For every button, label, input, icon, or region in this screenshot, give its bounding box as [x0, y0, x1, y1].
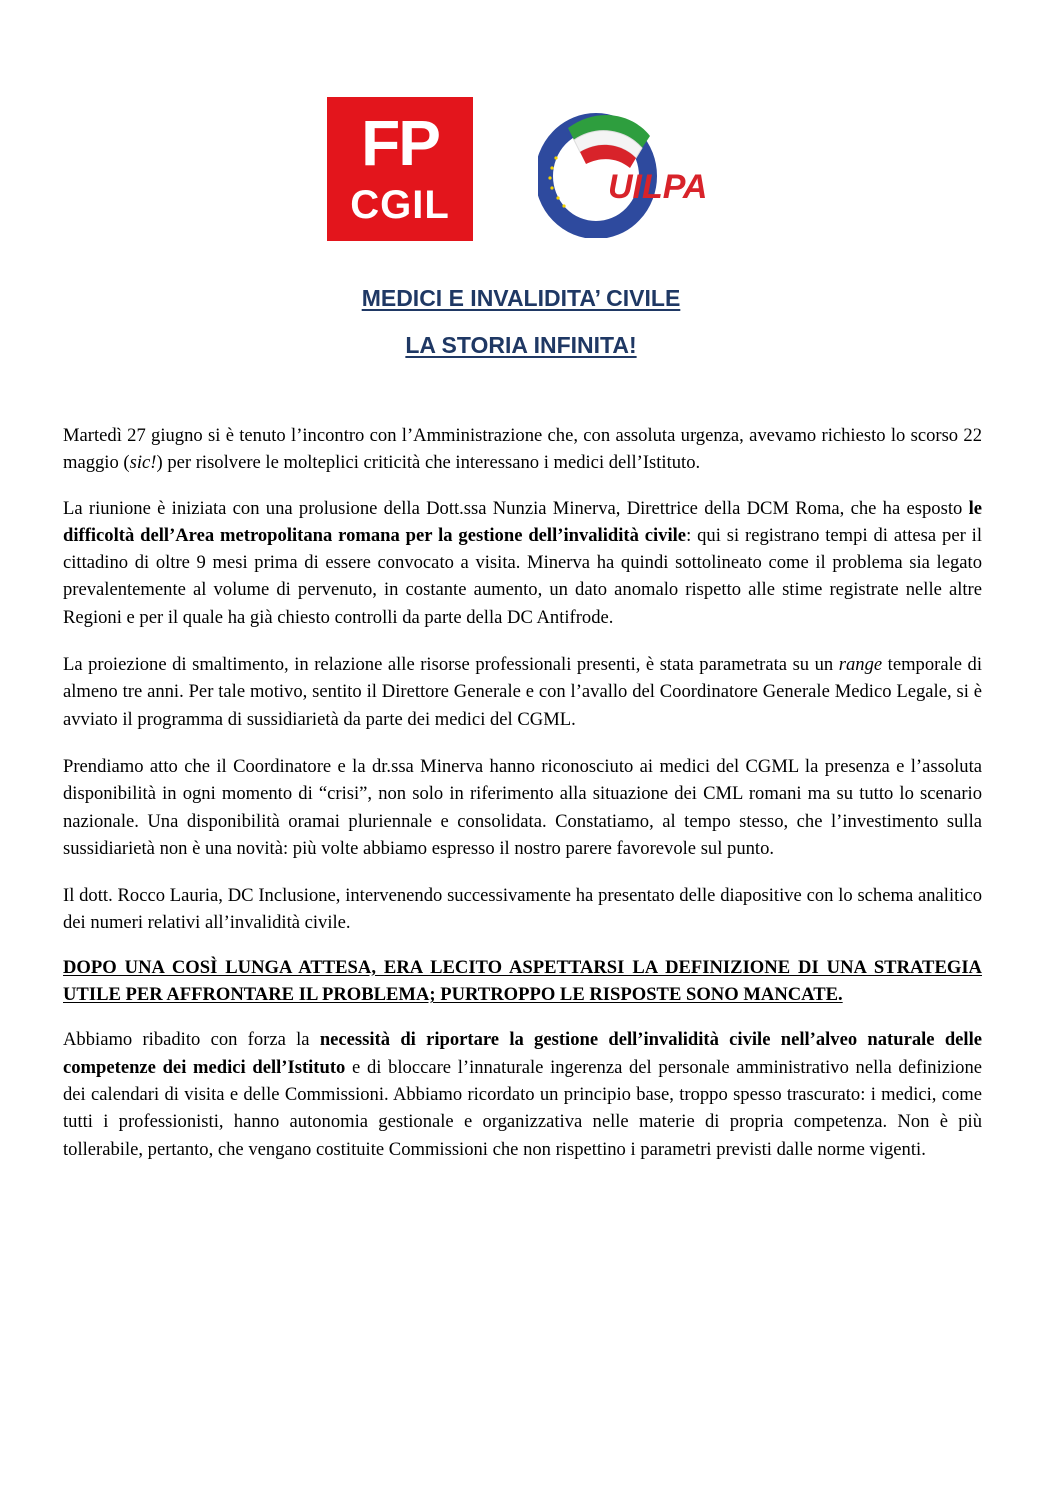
fp-cgil-logo-bottom-text: CGIL: [350, 183, 450, 227]
paragraph-6-text-b: e di bloccare l’innaturale ingerenza del personale amministrativo nella definizione dei calendari di visita e delle Commissioni. Abbiamo ricordato un principio base, troppo spesso trascurato: i medici, come tutti i professionisti, hanno autonomia gestionale e organizzativa nelle materie di propria competenza. Non è più tollerabile, pertanto, che vengano costituite Commissioni che non rispettino i parametri previsti dalle norme vigenti.: [63, 1056, 982, 1160]
document-title-line-1: MEDICI E INVALIDITA’ CIVILE: [361, 285, 681, 311]
fp-cgil-logo: [327, 97, 473, 241]
document-body: [63, 422, 982, 1181]
uilpa-logo-text: UILPA: [608, 168, 708, 206]
uilpa-logo: [538, 106, 718, 238]
paragraph-5: Il dott. Rocco Lauria, DC Inclusione, intervenendo successivamente ha presentato delle diapositive con lo schema analitico dei numeri relativi all’invalidità civile.: [63, 885, 982, 934]
paragraph-6: [63, 1026, 982, 1162]
uilpa-logo-graphic: [538, 106, 718, 238]
paragraph-3-emphasis: range: [838, 654, 883, 676]
paragraph-2-bold: le difficoltà dell’Area metropolitana romana per la gestione dell’invalidità civile: [63, 497, 982, 546]
paragraph-1-emphasis: sic!: [129, 452, 157, 474]
paragraph-1-text-b: ) per risolvere le molteplici criticità che interessano i medici dell’Istituto.: [156, 452, 701, 474]
paragraph-6-bold: necessità di riportare la gestione dell’invalidità civile nell’alveo naturale delle competenze dei medici dell’Istituto: [63, 1029, 983, 1078]
paragraph-1: [63, 422, 982, 477]
fp-cgil-logo-top-text: FP: [361, 107, 439, 179]
paragraph-3: [63, 651, 982, 733]
paragraph-4: Prendiamo atto che il Coordinatore e la dr.ssa Minerva hanno riconosciuto ai medici del CGML la presenza e l’assoluta disponibilità in ogni momento di “crisi”, non solo in riferimento alla situazione dei CML romani ma su tutto lo scenario nazionale. Una disponibilità oramai pluriennale e consolidata. Constatiamo, al tempo stesso, che l’investimento sulla sussidiarietà non è una novità: più volte abbiamo espresso il nostro parere favorevole sul punto.: [63, 755, 982, 859]
paragraph-6-text-a: Abbiamo ribadito con forza la: [63, 1029, 320, 1051]
paragraph-3-text-a: La proiezione di smaltimento, in relazione alle risorse professionali presenti, è stata parametrata su un: [63, 654, 839, 676]
paragraph-2-text-a: La riunione è iniziata con una prolusione della Dott.ssa Nunzia Minerva, Direttrice della DCM Roma, che ha esposto: [63, 497, 969, 519]
document-title-line-2: LA STORIA INFINITA!: [405, 332, 637, 358]
section-headline: DOPO UNA COSÌ LUNGA ATTESA, ERA LECITO ASPETTARSI LA DEFINIZIONE DI UNA STRATEGIA UTILE PER AFFRONTARE IL PROBLEMA; PURTROPPO LE RISPOSTE SONO MANCATE.: [63, 956, 982, 1006]
paragraph-1-text-a: Martedì 27 giugno si è tenuto l’incontro con l’Amministrazione che, con assoluta urgenza, avevamo richiesto lo scorso 22 maggio (: [63, 425, 982, 474]
paragraph-2: [63, 495, 982, 631]
paragraph-3-text-b: temporale di almeno tre anni. Per tale motivo, sentito il Direttore Generale e con l’avallo del Coordinatore Generale Medico Legale, si è avviato il programma di sussidiarietà da parte dei medici del CGML.: [63, 654, 982, 730]
paragraph-2-text-b: : qui si registrano tempi di attesa per il cittadino di oltre 9 mesi prima di essere convocato a visita. Minerva ha quindi sottolineato come il problema sia legato prevalentemente al volume di pervenuto, in costante aumento, un dato anomalo rispetto alle stime registrate nelle altre Regioni e per il quale ha già chiesto controlli da parte della DC Antifrode.: [63, 524, 982, 628]
